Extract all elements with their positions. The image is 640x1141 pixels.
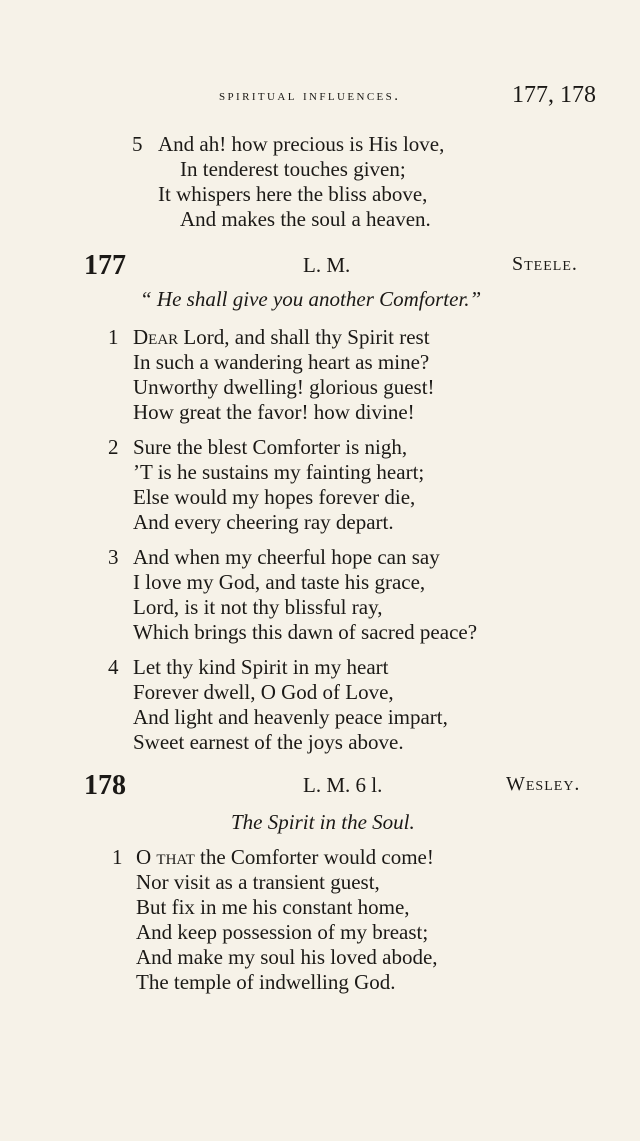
stanza-line [0,570,640,595]
line-text: In tenderest touches given; [180,157,406,181]
hymn-author: Wesley. [506,773,581,795]
stanza-line [0,870,640,895]
stanza-line [0,620,640,645]
line-text: How great the favor! how divine! [133,400,415,424]
stanza [0,435,640,535]
stanza-line [0,460,640,485]
line-text: It whispers here the bliss above, [158,182,428,206]
stanza-line [0,132,640,157]
verse-number: 3 [108,545,119,569]
stanza-line [0,350,640,375]
line-text: The temple of indwelling God. [136,970,396,994]
hymn-header [0,250,640,284]
stanza [0,655,640,755]
line-text: Let thy kind Spirit in my heart [133,655,389,679]
page-numbers: 177, 178 [512,82,596,108]
verse-number: 4 [108,655,119,679]
line-text: Lord, and shall thy Spirit rest [178,325,430,349]
line-text: Sure the blest Comforter is nigh, [133,435,408,459]
stanza-line [0,730,640,755]
hymn-meter: L. M. [303,253,351,277]
carryover-stanza [0,132,640,232]
stanza-line [0,895,640,920]
running-head [0,82,640,116]
hymn-subtitle-text: “ He shall give you another Comforter.” [140,287,482,311]
line-text: ’T is he sustains my fainting heart; [133,460,425,484]
stanza [0,325,640,425]
line-text: Nor visit as a transient guest, [136,870,380,894]
line-text: Else would my hopes forever die, [133,485,416,509]
stanza-line [0,182,640,207]
stanza-line [0,400,640,425]
stanza-line [0,510,640,535]
line-text: And when my cheerful hope can say [133,545,440,569]
hymn-number: 178 [84,770,126,801]
line-text: Sweet earnest of the joys above. [133,730,404,754]
stanza-line [0,705,640,730]
hymn-meter: L. M. 6 l. [303,773,383,797]
hymn-header [0,770,640,804]
stanza-line [0,655,640,680]
line-text: Forever dwell, O God of Love, [133,680,394,704]
stanza-line [0,680,640,705]
stanza-line [0,375,640,400]
stanza-line [0,845,640,870]
line-text: And make my soul his loved abode, [136,945,438,969]
stanza-line [0,920,640,945]
verse-number: 1 [112,845,123,869]
verse-number: 5 [132,132,143,156]
verse-number: 1 [108,325,119,349]
line-text: I love my God, and taste his grace, [133,570,426,594]
line-text: And ah! how precious is His love, [158,132,445,156]
initial-word: O that [136,845,195,869]
line-text: Which brings this dawn of sacred peace? [133,620,478,644]
line-text: Unworthy dwelling! glorious guest! [133,375,435,399]
stanza-line [0,207,640,232]
stanza-line [0,435,640,460]
hymn-subtitle [0,810,640,840]
stanza-line [0,157,640,182]
stanza-line [0,595,640,620]
running-title: spiritual influences. [219,88,401,104]
line-text: And keep possession of my breast; [136,920,429,944]
stanza-line [0,970,640,995]
hymn-subtitle [0,287,640,317]
stanza [0,845,640,995]
line-text: In such a wandering heart as mine? [133,350,430,374]
stanza [0,545,640,645]
line-text: And makes the soul a heaven. [180,207,431,231]
hymn-subtitle-text: The Spirit in the Soul. [231,810,415,834]
stanza-line [0,485,640,510]
hymn-author: Steele. [512,253,578,275]
line-text: But fix in me his constant home, [136,895,410,919]
verse-number: 2 [108,435,119,459]
stanza-line [0,945,640,970]
initial-word: Dear [133,325,179,349]
stanza-line [0,325,640,350]
line-text: And every cheering ray depart. [133,510,394,534]
line-text: And light and heavenly peace impart, [133,705,448,729]
line-text: the Comforter would come! [194,845,434,869]
line-text: Lord, is it not thy blissful ray, [133,595,383,619]
stanza-line [0,545,640,570]
hymn-number: 177 [84,250,126,281]
